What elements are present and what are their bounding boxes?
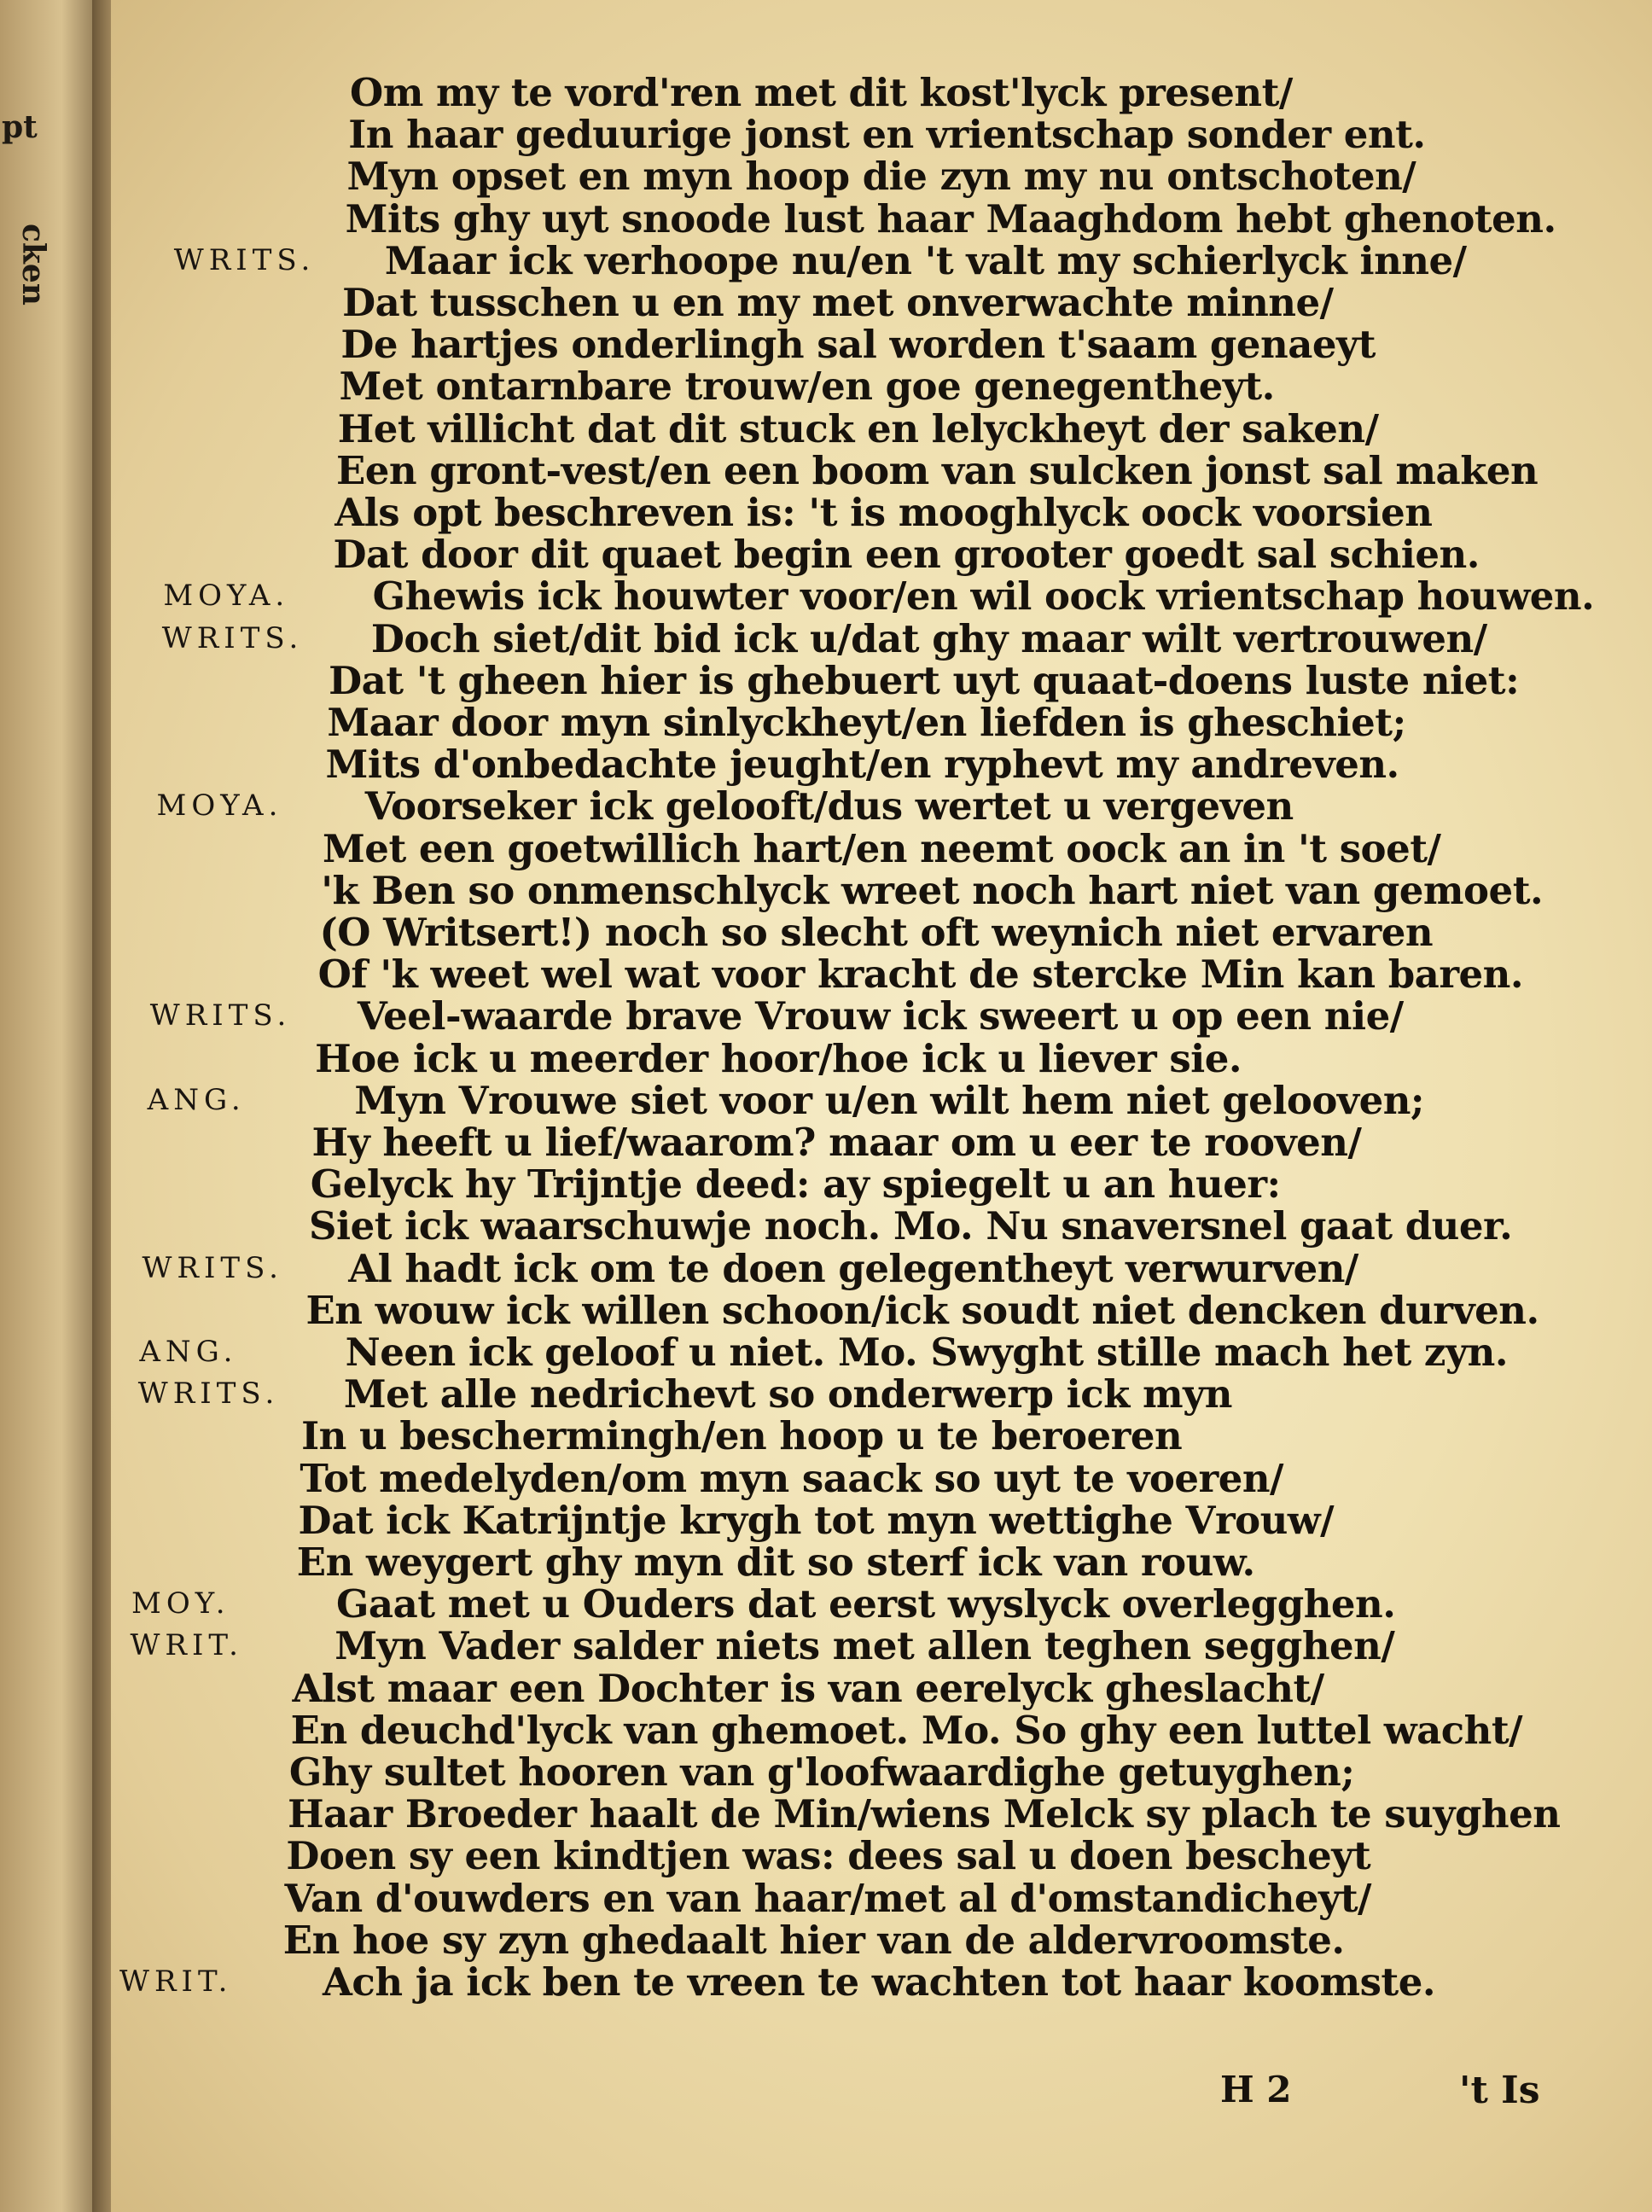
facing-page-fragment: pt: [2, 109, 38, 145]
verse-line: [111, 573, 1652, 620]
verse-line: [111, 406, 1652, 452]
verse-line: [111, 1203, 1652, 1249]
verse-line: [111, 238, 1652, 284]
verse-line: [111, 1581, 1652, 1627]
verse-text: Myn Vrouwe siet voor u/en wilt hem niet gelooven;: [354, 1077, 1425, 1123]
verse-text: Gaat met u Ouders dat eerst wyslyck overlegghen.: [336, 1581, 1396, 1627]
verse-line: [111, 742, 1652, 788]
verse-line: [111, 532, 1652, 578]
verse-text: Als opt beschreven is: 't is mooghlyck oock voorsien: [334, 490, 1433, 535]
signature-mark: H 2: [1220, 2069, 1292, 2110]
verse-text: In haar geduurige jonst en vrientschap sonder ent.: [348, 112, 1426, 158]
verse-text: Met een goetwillich hart/en neemt oock an in 't soet/: [323, 825, 1441, 871]
verse-text: De hartjes onderlingh sal worden t'saam genaeyt: [340, 322, 1376, 368]
facing-page-edge: [0, 0, 102, 2212]
verse-text: Hoe ick u meerder hoor/hoe ick u liever sie.: [315, 1035, 1242, 1081]
verse-line: [111, 1036, 1652, 1082]
verse-text: Een gront-vest/en een boom van sulcken jonst sal maken: [336, 447, 1539, 493]
verse-line: [111, 280, 1652, 326]
verse-text: Met alle nedrichevt so onderwerp ick myn: [343, 1371, 1232, 1417]
verse-line: [111, 448, 1652, 494]
verse-line: [111, 196, 1652, 242]
verse-line: [111, 783, 1652, 830]
verse-line: [111, 1120, 1652, 1166]
verse-line: [111, 1498, 1652, 1544]
verse-line: [111, 364, 1652, 410]
verse-line: [111, 658, 1652, 704]
facing-page-fragment: cken: [15, 224, 51, 306]
speaker-label: WRITS.: [161, 620, 304, 655]
verse-text: Myn Vader salder niets met allen teghen segghen/: [334, 1623, 1395, 1669]
verse-text: En deuchd'lyck van ghemoet. Mo. So ghy een luttel wacht/: [290, 1707, 1523, 1753]
speaker-label: ANG.: [139, 1335, 238, 1369]
verse-line: [111, 1371, 1652, 1417]
verse-text: Maar door myn sinlyckheyt/en liefden is gheschiet;: [327, 700, 1406, 745]
verse-text: Siet ick waarschuwje noch. Mo. Nu snaversnel gaat duer.: [309, 1203, 1513, 1249]
verse-text: Alst maar een Dochter is van eerelyck gheslacht/: [292, 1665, 1324, 1711]
verse-text: Ghy sultet hooren van g'loofwaardighe getuyghen;: [288, 1749, 1355, 1795]
verse-line: [111, 490, 1652, 536]
verse-line: [111, 1708, 1652, 1754]
verse-text: Om my te vord'ren met dit kost'lyck present/: [350, 70, 1293, 115]
verse-line: [111, 1288, 1652, 1334]
speaker-label: WRITS.: [137, 1377, 280, 1412]
verse-text: En weygert ghy myn dit so sterf ick van rouw.: [296, 1540, 1255, 1585]
verse-text: In u beschermingh/en hoop u te beroeren: [301, 1413, 1183, 1459]
verse-text: Al hadt ick om te doen gelegentheyt verwurven/: [348, 1245, 1358, 1291]
verse-text: Mits d'onbedachte jeught/en ryphevt my andreven.: [325, 742, 1399, 788]
verse-text: Veel-waarde brave Vrouw ick sweert u op een nie/: [357, 993, 1404, 1039]
speaker-label: WRITS.: [142, 1250, 283, 1285]
catchword: 't Is: [1459, 2069, 1540, 2112]
verse-text: Maar ick verhoope nu/en 't valt my schierlyck inne/: [384, 237, 1467, 283]
verse-line: [111, 868, 1652, 914]
verse-text: Hy heeft u lief/waarom? maar om u eer te rooven/: [311, 1120, 1362, 1165]
verse-line: [111, 826, 1652, 872]
verse-line: [111, 910, 1652, 956]
verse-line: [111, 1833, 1652, 1879]
verse-line: [111, 154, 1652, 200]
speaker-label: WRIT.: [130, 1628, 243, 1663]
verse-line: [111, 1246, 1652, 1292]
verse-text: Voorseker ick gelooft/dus wertet u vergeven: [364, 783, 1294, 830]
speaker-label: MOY.: [131, 1586, 230, 1621]
verse-text: Doen sy een kindtjen was: dees sal u doen bescheyt: [286, 1833, 1371, 1879]
verse-text: En wouw ick willen schoon/ick soudt niet dencken durven.: [305, 1287, 1539, 1333]
speaker-label: ANG.: [147, 1082, 246, 1117]
verse-text: Van d'ouwders en van haar/met al d'omstandicheyt/: [284, 1875, 1371, 1921]
verse-line: [111, 1918, 1652, 1964]
verse-text: Met ontarnbare trouw/en goe genegentheyt.: [339, 364, 1275, 410]
verse-text: Of 'k weet wel wat voor kracht de stercke Min kan baren.: [317, 952, 1524, 998]
verse-line: [111, 1959, 1652, 2005]
verse-block: [111, 0, 1652, 2212]
verse-text: Mits ghy uyt snoode lust haar Maaghdom hebt ghenoten.: [345, 195, 1556, 242]
verse-line: [111, 700, 1652, 746]
verse-text: Myn opset en myn hoop die zyn my nu ontschoten/: [346, 154, 1416, 200]
verse-line: [111, 616, 1652, 662]
verse-text: Neen ick geloof u niet. Mo. Swyght stille mach het zyn.: [345, 1330, 1508, 1375]
verse-line: [111, 112, 1652, 158]
verse-line: [111, 1161, 1652, 1208]
verse-text: 'k Ben so onmenschlyck wreet noch hart niet van gemoet.: [321, 867, 1544, 913]
verse-text: (O Writsert!) noch so slecht oft weynich niet ervaren: [319, 910, 1434, 955]
verse-text: Doch siet/dit bid ick u/dat ghy maar wilt vertrouwen/: [370, 615, 1487, 661]
verse-text: Tot medelyden/om myn saack so uyt te voeren/: [300, 1455, 1283, 1501]
verse-line: [111, 1456, 1652, 1502]
verse-line: [111, 1078, 1652, 1124]
speaker-label: MOYA.: [156, 789, 283, 824]
verse-text: Dat ick Katrijntje krygh tot myn wettighe Vrouw/: [298, 1497, 1335, 1543]
verse-line: [111, 993, 1652, 1039]
verse-text: Haar Broeder haalt de Min/wiens Melck sy plach te suyghen: [288, 1791, 1561, 1837]
verse-line: [111, 1666, 1652, 1712]
verse-text: Gelyck hy Trijntje deed: ay spiegelt u an huer:: [310, 1161, 1281, 1208]
verse-text: Dat door dit quaet begin een grooter goedt sal schien.: [333, 532, 1480, 578]
verse-line: [111, 1540, 1652, 1586]
verse-text: Dat tusschen u en my met onverwachte minne/: [342, 280, 1334, 325]
book-page: [111, 0, 1652, 2212]
verse-line: [111, 1876, 1652, 1922]
verse-line: [111, 322, 1652, 368]
verse-line: [111, 952, 1652, 998]
verse-text: Dat 't gheen hier is ghebuert uyt quaat-doens luste niet:: [329, 657, 1520, 703]
verse-line: [111, 1791, 1652, 1837]
speaker-label: WRIT.: [119, 1965, 233, 1999]
speaker-label: MOYA.: [163, 579, 290, 614]
verse-text: Het villicht dat dit stuck en lelyckheyt der saken/: [337, 405, 1379, 451]
verse-line: [111, 1749, 1652, 1796]
verse-text: En hoe sy zyn ghedaalt hier van de aldervroomste.: [282, 1917, 1345, 1963]
verse-line: [111, 1330, 1652, 1376]
verse-line: [111, 70, 1652, 116]
verse-line: [111, 1623, 1652, 1669]
speaker-label: WRITS.: [149, 998, 292, 1033]
verse-line: [111, 1413, 1652, 1459]
verse-text: Ach ja ick ben te vreen te wachten tot haar koomste.: [323, 1959, 1436, 2005]
speaker-label: WRITS.: [173, 242, 316, 277]
verse-text: Ghewis ick houwter voor/en wil oock vrientschap houwen.: [372, 573, 1595, 620]
